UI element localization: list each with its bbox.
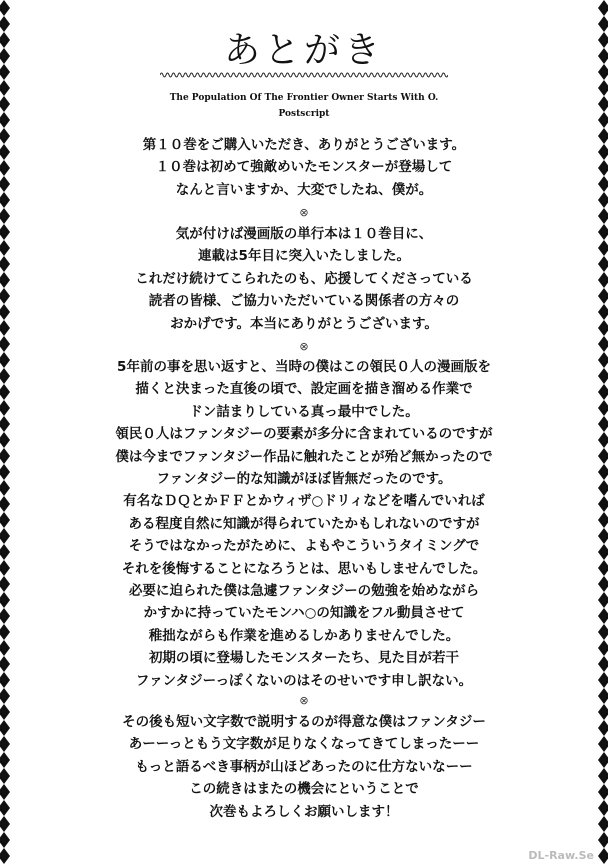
border-diamond	[0, 128, 10, 144]
border-diamond	[598, 416, 608, 432]
border-diamond	[0, 384, 10, 400]
border-diamond	[0, 736, 10, 752]
text-line: この続きはまたの機会にということで	[189, 781, 419, 798]
border-diamond	[0, 512, 10, 528]
border-diamond	[598, 608, 608, 624]
border-diamond	[598, 800, 608, 816]
text-line: 連載は5年目に突入いたしました。	[198, 248, 410, 265]
border-diamond	[598, 176, 608, 192]
border-diamond	[0, 320, 10, 336]
border-diamond	[598, 736, 608, 752]
border-diamond	[0, 816, 10, 832]
border-diamond	[0, 528, 10, 544]
border-diamond	[598, 480, 608, 496]
border-diamond	[598, 528, 608, 544]
border-diamond	[598, 848, 608, 864]
border-diamond	[598, 592, 608, 608]
border-diamond	[598, 512, 608, 528]
border-diamond	[598, 160, 608, 176]
border-diamond	[0, 576, 10, 592]
border-diamond	[598, 288, 608, 304]
paragraph-2	[30, 223, 578, 335]
separator-icon: ⊗	[299, 206, 309, 219]
border-diamond	[0, 800, 10, 816]
border-diamond	[598, 720, 608, 736]
right-diamond-border	[596, 0, 608, 864]
separator-icon: ⊗	[299, 694, 309, 707]
border-diamond	[598, 320, 608, 336]
border-diamond	[0, 720, 10, 736]
border-diamond	[0, 448, 10, 464]
border-diamond	[0, 352, 10, 368]
border-diamond	[0, 832, 10, 848]
text-line: あーーっともう文字数が足りなくなってきてしまったーー	[128, 736, 480, 753]
text-line: 次巻もよろしくお願いします！	[209, 803, 399, 820]
border-diamond	[0, 480, 10, 496]
text-line: そうではなかったがために、よもやこういうタイミングで	[128, 538, 480, 555]
text-line: 読者の皆様、ご協力いただいている関係者の方々の	[148, 293, 460, 310]
text-line: 僕は今までファンタジー作品に触れたことが殆ど無かったので	[115, 448, 493, 465]
border-diamond	[0, 656, 10, 672]
page-title: あとがき	[223, 30, 384, 71]
text-line: 5年前の事を思い返すと、当時の僕はこの領民０人の漫画版を	[117, 359, 491, 375]
border-diamond	[598, 816, 608, 832]
border-diamond	[0, 640, 10, 656]
border-diamond	[0, 592, 10, 608]
border-diamond	[598, 0, 608, 16]
border-diamond	[0, 672, 10, 688]
border-diamond	[0, 224, 10, 240]
text-line: 必要に迫られた僕は急遽ファンタジーの勉強を始めながら	[128, 583, 480, 600]
border-diamond	[0, 288, 10, 304]
paragraph-4	[30, 711, 578, 823]
border-diamond	[0, 784, 10, 800]
border-diamond	[0, 400, 10, 416]
watermark: DL-Raw.Se	[528, 849, 594, 862]
border-diamond	[0, 560, 10, 576]
subtitle	[0, 90, 608, 122]
border-diamond	[0, 432, 10, 448]
text-line: おかげです。本当にありがとうございます。	[170, 315, 438, 332]
border-diamond	[0, 368, 10, 384]
border-diamond	[0, 160, 10, 176]
text-line: かすかに持っていたモンハ○の知識をフル動員させて	[143, 605, 465, 622]
text-line: 第１０巻をご購入いただき、ありがとうございます。	[142, 137, 466, 153]
border-diamond	[0, 416, 10, 432]
text-line: ファンタジー的な知識がほぼ皆無だったのです。	[156, 471, 452, 488]
border-diamond	[0, 256, 10, 272]
border-diamond	[598, 352, 608, 368]
border-diamond	[598, 560, 608, 576]
border-diamond	[598, 432, 608, 448]
border-diamond	[598, 768, 608, 784]
subtitle-postscript: Postscript	[278, 109, 330, 119]
border-diamond	[598, 640, 608, 656]
text-line: 初期の頃に登場したモンスターたち、見た目が若干	[148, 650, 460, 667]
border-diamond	[598, 304, 608, 320]
border-diamond	[598, 240, 608, 256]
border-diamond	[598, 496, 608, 512]
border-diamond	[0, 272, 10, 288]
border-diamond	[0, 768, 10, 784]
border-diamond	[0, 848, 10, 864]
border-diamond	[598, 384, 608, 400]
border-diamond	[0, 608, 10, 624]
border-diamond	[0, 144, 10, 160]
left-diamond-border	[0, 0, 12, 864]
border-diamond	[598, 544, 608, 560]
border-diamond	[598, 752, 608, 768]
text-line: 領民０人はファンタジーの要素が多分に含まれているのですが	[115, 426, 493, 443]
text-line: ファンタジーっぽくないのはそのせいです申し訳ない。	[135, 672, 473, 689]
border-diamond	[598, 576, 608, 592]
text-line: その後も短い文字数で説明するのが得意な僕はファンタジー	[122, 714, 486, 730]
border-diamond	[0, 240, 10, 256]
text-line: もっと語るべき事柄が山ほどあったのに仕方ないなーー	[135, 758, 473, 775]
subtitle-english: The Population Of The Frontier Owner Starts With O.	[169, 93, 439, 103]
separator-icon: ⊗	[299, 340, 309, 353]
border-diamond	[598, 256, 608, 272]
border-diamond	[598, 128, 608, 144]
border-diamond	[598, 144, 608, 160]
text-line: これだけ続けてこられたのも、応援してくださっている	[135, 270, 473, 287]
text-line: 描くと決まった直後の頃で、設定画を描き溜める作業で	[135, 381, 473, 398]
border-diamond	[598, 656, 608, 672]
border-diamond	[0, 176, 10, 192]
paragraph-1	[30, 134, 578, 201]
border-diamond	[598, 784, 608, 800]
border-diamond	[598, 832, 608, 848]
border-diamond	[598, 224, 608, 240]
border-diamond	[0, 464, 10, 480]
text-line: 稚拙ながらも作業を進めるしかありませんでした。	[148, 627, 460, 644]
border-diamond	[598, 400, 608, 416]
border-diamond	[0, 0, 10, 16]
text-line: ある程度自然に知識が得られていたかもしれないのですが	[128, 515, 480, 532]
border-diamond	[598, 368, 608, 384]
border-diamond	[0, 752, 10, 768]
text-line: ドン詰まりしている真っ最中でした。	[189, 403, 419, 420]
border-diamond	[598, 624, 608, 640]
text-line: １０巻は初めて強敵めいたモンスターが登場して	[155, 159, 453, 176]
text-line: それを後悔することになろうとは、思いもしませんでした。	[121, 560, 487, 577]
border-diamond	[0, 624, 10, 640]
text-line: なんと言いますか、大変でしたね、僕が。	[175, 181, 433, 198]
text-line: 有名なＤＱとかＦＦとかウィザ○ドリィなどを嗜んでいれば	[123, 493, 485, 510]
border-diamond	[598, 448, 608, 464]
border-diamond	[598, 272, 608, 288]
border-diamond	[598, 672, 608, 688]
wavy-underline	[160, 70, 448, 80]
border-diamond	[0, 304, 10, 320]
border-diamond	[0, 544, 10, 560]
text-line: 気が付けば漫画版の単行本は１０巻目に、	[175, 226, 433, 242]
border-diamond	[598, 464, 608, 480]
paragraph-3	[30, 356, 578, 692]
border-diamond	[0, 496, 10, 512]
